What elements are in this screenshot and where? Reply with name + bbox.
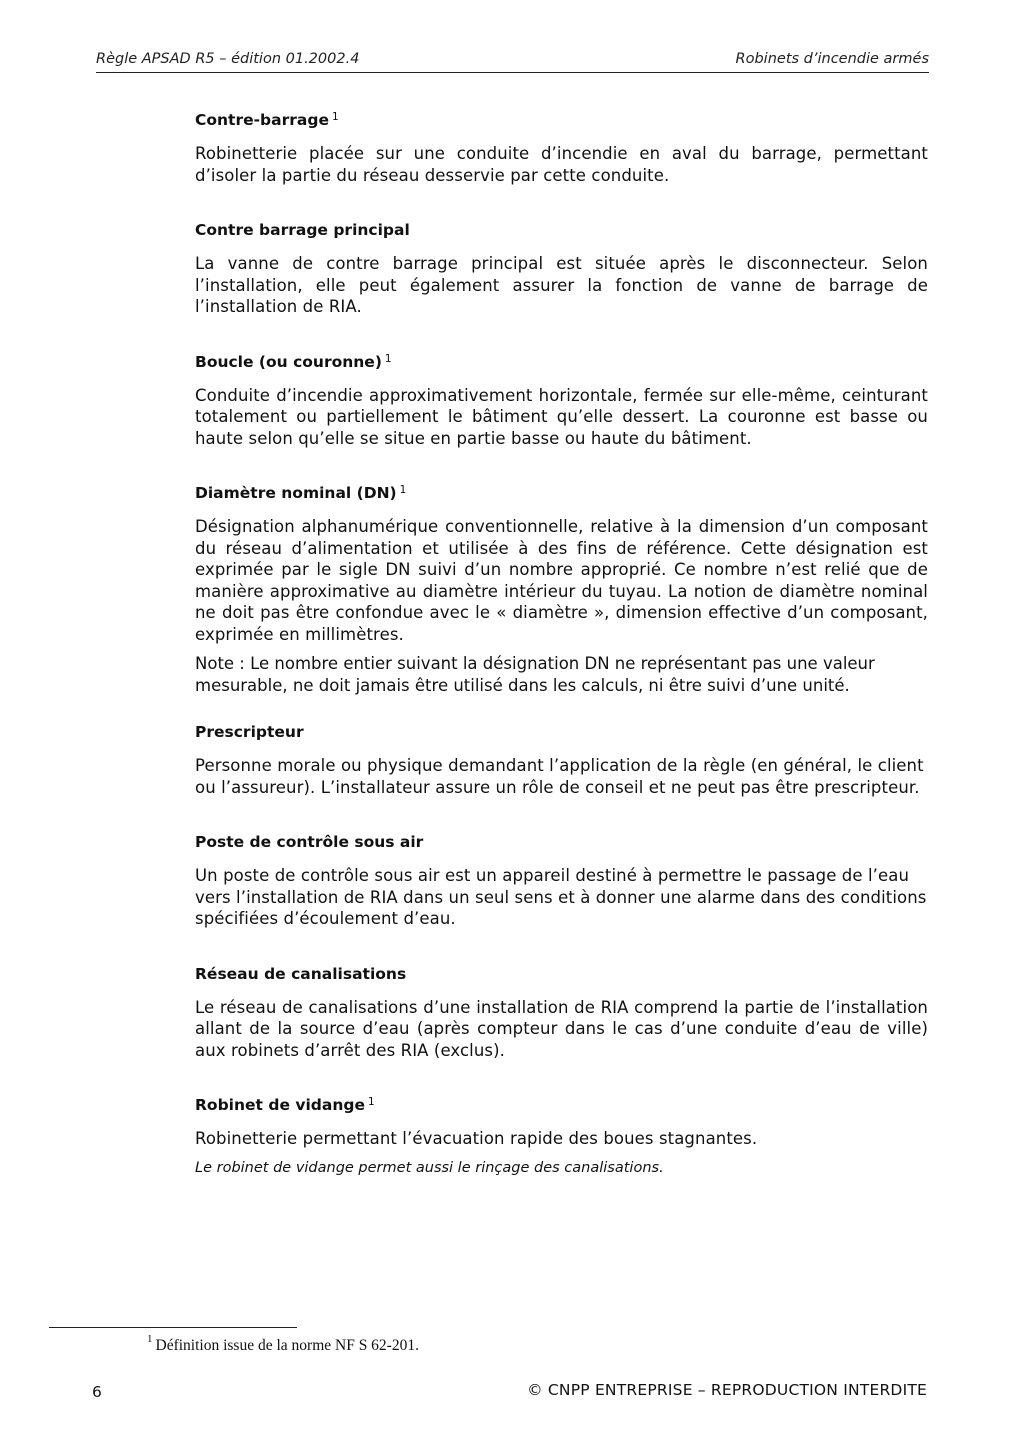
footnote-reference: 1 — [384, 352, 392, 365]
entry-term: Réseau de canalisations — [195, 964, 407, 983]
entry-definition: Robinetterie placée sur une conduite d’incendie en aval du barrage, permettant d’isoler la partie du réseau desservie par cette conduite. — [195, 144, 928, 185]
footnote — [147, 1333, 419, 1355]
header-document-reference: Règle APSAD R5 – édition 01.2002.4 — [96, 51, 360, 67]
entry-italic-note: Le robinet de vidange permet aussi le rinçage des canalisations. — [195, 1159, 664, 1176]
glossary-entry — [195, 352, 928, 450]
glossary-entry — [195, 220, 928, 318]
entry-term: Diamètre nominal (DN) $^1$ — [195, 484, 407, 502]
entry-term: Prescripteur — [195, 723, 304, 741]
footnote-text: Définition issue de la norme NF S 62-201. — [155, 1337, 419, 1354]
glossary-entry — [195, 722, 928, 798]
running-header — [96, 50, 929, 73]
glossary-entry — [195, 964, 928, 1062]
footnote-separator — [49, 1327, 297, 1328]
entry-definition: La vanne de contre barrage principal est située après le disconnecteur. Selon l’installation, elle peut également assurer la fonction de vanne de barrage de l’installation de RIA. — [195, 254, 928, 316]
entry-definition: Personne morale ou physique demandant l’application de la règle (en général, le client ou l’assureur). L’installateur assure un rôle de conseil et ne peut pas être prescripteur. — [195, 756, 924, 797]
copyright-notice: © CNPP ENTREPRISE – REPRODUCTION INTERDITE — [527, 1381, 927, 1399]
entry-definition: Robinetterie permettant l’évacuation rapide des boues stagnantes. — [195, 1129, 758, 1148]
entry-term: Contre barrage principal — [195, 221, 410, 239]
page-number: 6 — [92, 1383, 102, 1401]
glossary-entry — [195, 832, 928, 930]
entry-definition: Conduite d’incendie approximativement horizontale, fermée sur elle-même, ceinturant totalement ou partiellement le bâtiment qu’elle dessert. La couronne est basse ou haute selon qu’elle se situe en partie basse ou haute du bâtiment. — [195, 385, 928, 448]
entry-definition: Un poste de contrôle sous air est un appareil destiné à permettre le passage de l’eau vers l’installation de RIA dans un seul sens et à donner une alarme dans des conditions spécifiées d’écoulement d’eau. — [195, 866, 927, 928]
entry-term: Contre-barrage $^1$ — [195, 111, 339, 129]
glossary-entry — [195, 483, 928, 696]
header-chapter-title: Robinets d’incendie armés — [735, 51, 929, 67]
footnote-reference: 1 — [367, 1096, 375, 1108]
glossary-entry — [195, 1095, 928, 1178]
glossary-entry — [195, 110, 928, 186]
footnote-reference: 1 — [331, 111, 339, 123]
entry-term: Poste de contrôle sous air — [195, 833, 424, 851]
entry-note: Note : Le nombre entier suivant la désignation DN ne représentant pas une valeur mesurable, ne doit jamais être utilisé dans les calculs, ni être suivi d’une unité. — [195, 654, 875, 695]
footnote-reference: 1 — [399, 484, 407, 496]
entry-definition: Désignation alphanumérique conventionnelle, relative à la dimension d’un composant du réseau d’alimentation et utilisée à des fins de référence. Cette désignation est exprimée par le sigle DN suivi d’un nombre approprié. Ce nombre n’est relié que de manière approximative au diamètre intérieur du tuyau. La notion de diamètre nominal ne doit pas être confondue avec le « diamètre », dimension effective d’un composant, exprimée en millimètres. — [195, 517, 928, 644]
glossary-content — [195, 110, 928, 1178]
entry-term: Robinet de vidange $^1$ — [195, 1096, 375, 1114]
entry-definition: Le réseau de canalisations d’une installation de RIA comprend la partie de l’installation allant de la source d’eau (après compteur dans le cas d’une conduite d’eau de ville) aux robinets d’arrêt des RIA (exclus). — [195, 997, 928, 1060]
entry-term: Boucle (ou couronne) $^1$ — [195, 352, 392, 371]
footnote-marker: 1 — [147, 1333, 153, 1345]
